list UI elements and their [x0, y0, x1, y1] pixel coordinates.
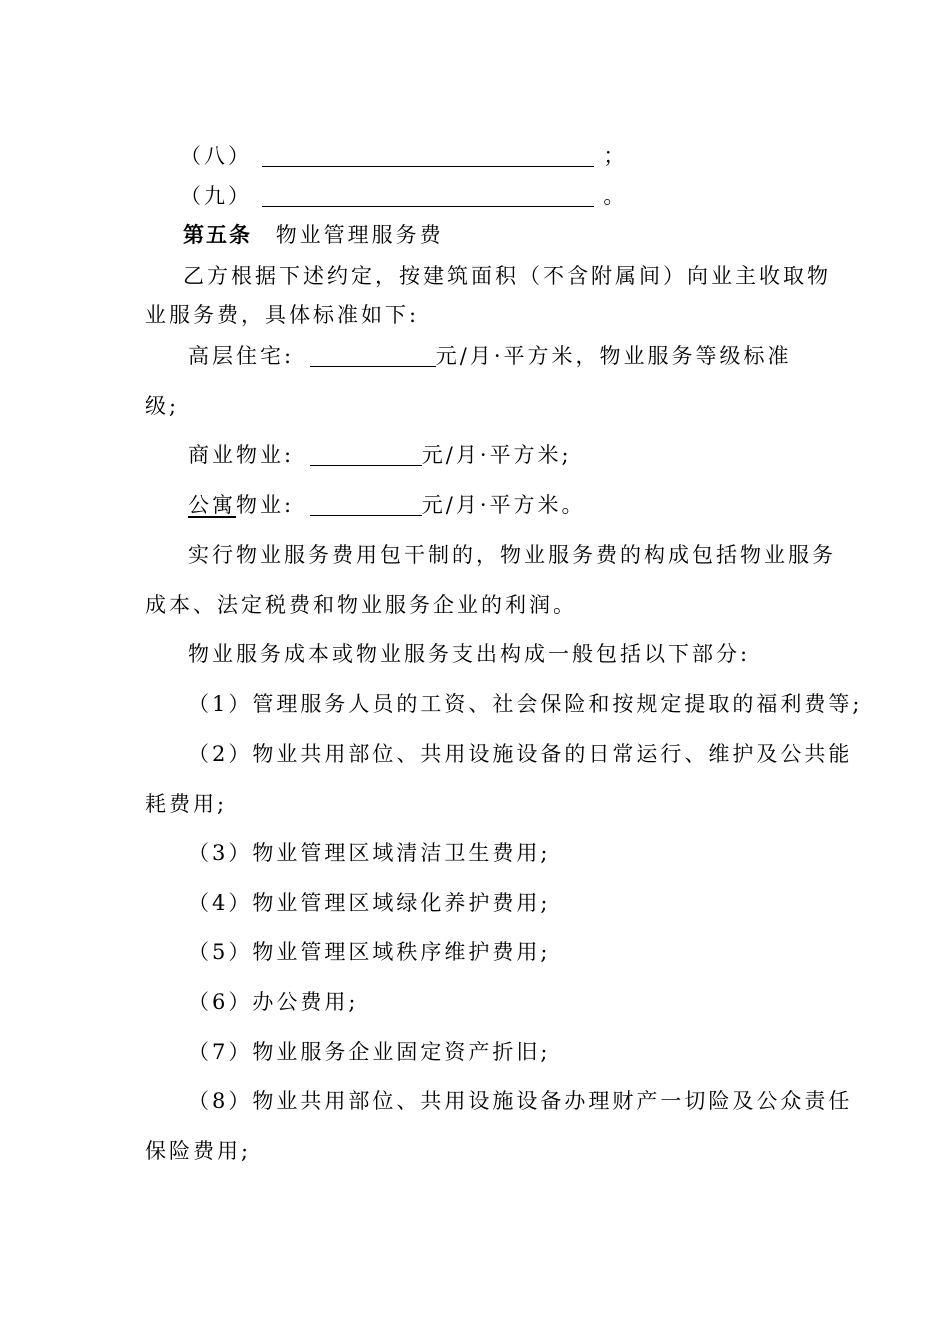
cost-item: （6）办公费用;	[188, 990, 359, 1014]
cost-item: （4）物业管理区域绿化养护费用;	[188, 891, 551, 915]
item-end: ；	[603, 144, 628, 168]
fee-unit: 元/月·平方米，物业服务等级标准	[435, 344, 792, 368]
lump-sum-line-2: 成本、法定税费和物业服务企业的利润。	[145, 593, 577, 617]
item-label: （九）	[180, 184, 252, 208]
cost-item-cont: 保险费用;	[145, 1139, 252, 1163]
cost-item: （2）物业共用部位、共用设施设备的日常运行、维护及公共能	[188, 742, 853, 766]
fee-high-rise	[188, 340, 792, 370]
cost-item-cont: 耗费用;	[145, 792, 228, 816]
cost-item: （1）管理服务人员的工资、社会保险和按规定提取的福利费等;	[188, 692, 863, 716]
fill-in-blank[interactable]	[262, 146, 594, 167]
item-nine	[180, 180, 627, 210]
fee-blank[interactable]	[310, 445, 422, 466]
cost-item: （8）物业共用部位、共用设施设备办理财产一切险及公众责任	[188, 1089, 853, 1113]
fee-unit: 元/月·平方米。	[421, 493, 586, 517]
cost-item: （3）物业管理区域清洁卫生费用;	[188, 841, 551, 865]
fee-label: 高层住宅:	[188, 344, 295, 368]
fee-label: 商业物业:	[188, 443, 295, 467]
fee-blank[interactable]	[310, 495, 422, 516]
fill-in-blank[interactable]	[262, 186, 594, 207]
intro-line-1: 乙方根据下述约定，按建筑面积（不含附属间）向业主收取物	[183, 264, 831, 288]
fee-high-rise-cont: 级;	[145, 394, 180, 418]
fee-apartment	[188, 489, 586, 519]
cost-item: （7）物业服务企业固定资产折旧;	[188, 1040, 551, 1064]
cost-intro: 物业服务成本或物业服务支出构成一般包括以下部分:	[188, 642, 751, 666]
item-label: （八）	[180, 144, 252, 168]
fee-label-underlined: 公寓	[188, 493, 236, 517]
cost-item: （5）物业管理区域秩序维护费用;	[188, 940, 551, 964]
fee-blank[interactable]	[310, 346, 436, 367]
article-number: 第五条	[183, 222, 252, 247]
article-title: 物业管理服务费	[275, 223, 444, 247]
item-end: 。	[603, 184, 628, 208]
article-heading	[183, 219, 444, 249]
intro-line-2: 业服务费，具体标准如下:	[145, 303, 420, 327]
lump-sum-line-1: 实行物业服务费用包干制的，物业服务费的构成包括物业服务	[188, 543, 836, 567]
item-eight	[180, 140, 627, 170]
fee-unit: 元/月·平方米;	[421, 443, 572, 467]
fee-commercial	[188, 439, 572, 469]
fee-label: 物业:	[236, 493, 295, 517]
